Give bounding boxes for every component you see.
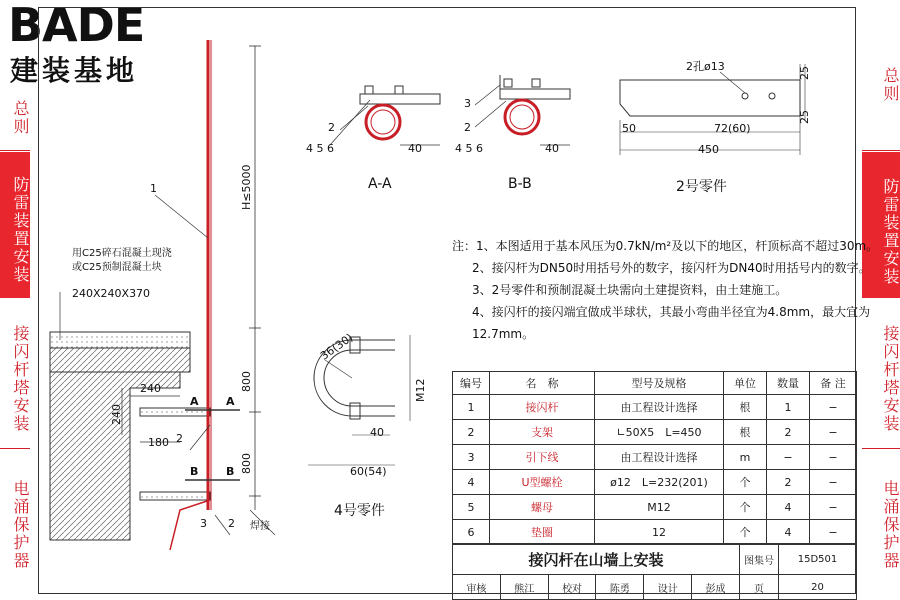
cell-name: U型螺栓 [490, 470, 595, 495]
cell-spec: M12 [595, 495, 724, 520]
atlas-number: 15D501 [779, 544, 857, 575]
note-1: 注：1、本图适用于基本风压为0.7kN/m²及以下的地区，杆顶标高不超过30m。 [452, 239, 879, 253]
header-name: 名 称 [490, 372, 595, 395]
part2-dim-450: 450 [698, 143, 719, 156]
cell-name: 支架 [490, 420, 595, 445]
dim-800-lower: 800 [240, 453, 253, 474]
weld-label: 焊接 [250, 521, 270, 532]
concrete-note-2: 或C25预制混凝土块 [72, 262, 162, 273]
cell-name: 引下线 [490, 445, 595, 470]
part2-title: 2号零件 [676, 179, 727, 195]
cell-spec: ∟50X5 L=450 [595, 420, 724, 445]
header-unit: 单位 [724, 372, 767, 395]
header-qty: 数量 [767, 372, 810, 395]
table-row [453, 520, 857, 545]
section-bb-callout-3: 3 [464, 97, 471, 110]
cell-remark: − [810, 470, 857, 495]
dim-240-side: 240 [110, 404, 123, 425]
cell-remark: − [810, 495, 857, 520]
part4-radius-label: 36(30) [318, 331, 356, 363]
section-marker-a-right: A [226, 395, 235, 408]
page-label: 页 [740, 575, 779, 600]
dim-240-top: 240 [140, 382, 161, 395]
block-size-label: 240X240X370 [72, 287, 151, 300]
right-tab-divider [862, 150, 900, 151]
left-tab-spd[interactable]: 电涌保护器 [11, 480, 30, 570]
table-row [453, 395, 857, 420]
review-label: 审核 [453, 575, 501, 600]
section-aa-dim-40: 40 [408, 142, 422, 155]
header-remark: 备 注 [810, 372, 857, 395]
section-bb-title: B-B [508, 176, 532, 192]
section-bb-labels: 4 5 6 [455, 142, 483, 155]
cell-unit: 个 [724, 470, 767, 495]
right-tab-general[interactable]: 总则 [881, 67, 900, 103]
title-block [452, 543, 857, 600]
left-tab-divider [0, 150, 30, 151]
cell-name: 接闪杆 [490, 395, 595, 420]
right-tab-lightning-device[interactable]: 防雷装置安装 [862, 152, 900, 298]
table-row [453, 445, 857, 470]
cell-spec: ø12 L=232(201) [595, 470, 724, 495]
section-bb-dim-40: 40 [545, 142, 559, 155]
cell-qty: − [767, 445, 810, 470]
section-bb-callout-2: 2 [464, 121, 471, 134]
review-name: 熊江 [500, 575, 548, 600]
table-row [453, 495, 857, 520]
right-tab-spd[interactable]: 电涌保护器 [881, 480, 900, 570]
cell-unit: m [724, 445, 767, 470]
cell-name: 螺母 [490, 495, 595, 520]
dim-800-upper: 800 [240, 371, 253, 392]
cell-qty: 2 [767, 420, 810, 445]
cell-qty: 1 [767, 395, 810, 420]
cell-no: 3 [453, 445, 490, 470]
cell-unit: 根 [724, 395, 767, 420]
section-marker-b-left: B [190, 465, 199, 478]
section-marker-b-right: B [226, 465, 235, 478]
section-bb-drawing [450, 55, 590, 155]
brand-logo-sub: 建装基地 [10, 54, 139, 87]
left-tab-general[interactable]: 总则 [11, 100, 30, 136]
page-number: 20 [779, 575, 857, 600]
cell-qty: 4 [767, 520, 810, 545]
table-row [453, 420, 857, 445]
cell-spec: 由工程设计选择 [595, 395, 724, 420]
cell-spec: 12 [595, 520, 724, 545]
cell-no: 2 [453, 420, 490, 445]
design-label: 设计 [644, 575, 692, 600]
part2-dim-25a: 25 [798, 66, 811, 80]
left-tab-lightning-device[interactable]: 防雷装置安装 [0, 152, 30, 298]
cell-remark: − [810, 445, 857, 470]
check-label: 校对 [548, 575, 596, 600]
part2-dim-72: 72(60) [714, 122, 751, 135]
cell-unit: 根 [724, 420, 767, 445]
right-tab-divider [862, 448, 900, 449]
table-row [453, 470, 857, 495]
cell-unit: 个 [724, 520, 767, 545]
section-aa-title: A-A [368, 176, 392, 192]
part4-dim-60: 60(54) [350, 465, 387, 478]
part4-dim-40: 40 [370, 426, 384, 439]
part2-hole-label: 2孔ø13 [686, 60, 725, 73]
cell-no: 6 [453, 520, 490, 545]
callout-rod: 1 [150, 182, 157, 195]
left-tab-rod-tower[interactable]: 接闪杆塔安装 [11, 325, 30, 433]
drawing-title: 接闪杆在山墙上安装 [453, 544, 740, 575]
header-no: 编号 [453, 372, 490, 395]
part2-dim-50: 50 [622, 122, 636, 135]
check-name: 陈勇 [596, 575, 644, 600]
design-name: 彭成 [692, 575, 740, 600]
atlas-label: 图集号 [740, 544, 779, 575]
cell-spec: 由工程设计选择 [595, 445, 724, 470]
callout-bracket-bottom: 2 [228, 517, 235, 530]
section-aa-callout-2: 2 [328, 121, 335, 134]
part2-dim-25b: 25 [798, 110, 811, 124]
part4-m12-label: M12 [414, 378, 427, 402]
parts-table-header [453, 372, 857, 395]
cell-no: 1 [453, 395, 490, 420]
brand-logo: BADE [8, 0, 145, 52]
callout-conductor: 3 [200, 517, 207, 530]
cell-unit: 个 [724, 495, 767, 520]
cell-no: 5 [453, 495, 490, 520]
section-aa-labels: 4 5 6 [306, 142, 334, 155]
cell-qty: 2 [767, 470, 810, 495]
callout-bracket: 2 [176, 432, 183, 445]
left-tab-divider [0, 448, 30, 449]
cell-qty: 4 [767, 495, 810, 520]
right-tab-rod-tower[interactable]: 接闪杆塔安装 [881, 325, 900, 433]
cell-remark: − [810, 395, 857, 420]
concrete-note-1: 用C25碎石混凝土现浇 [72, 248, 172, 259]
parts-table [452, 371, 857, 545]
cell-remark: − [810, 420, 857, 445]
section-marker-a-left: A [190, 395, 199, 408]
note-4-cont: 12.7mm。 [472, 327, 535, 341]
cell-name: 垫圈 [490, 520, 595, 545]
part4-title: 4号零件 [334, 503, 385, 519]
note-4: 4、接闪杆的接闪端宜做成半球状，其最小弯曲半径宜为4.8mm，最大宜为 [472, 305, 871, 319]
dim-180: 180 [148, 436, 169, 449]
note-2: 2、接闪杆为DN50时用括号外的数字，接闪杆为DN40时用括号内的数字。 [472, 261, 871, 275]
note-3: 3、2号零件和预制混凝土块需向土建提资料，由土建施工。 [472, 283, 788, 297]
header-spec: 型号及规格 [595, 372, 724, 395]
cell-remark: − [810, 520, 857, 545]
cell-no: 4 [453, 470, 490, 495]
height-label: H≤5000 [240, 164, 253, 210]
